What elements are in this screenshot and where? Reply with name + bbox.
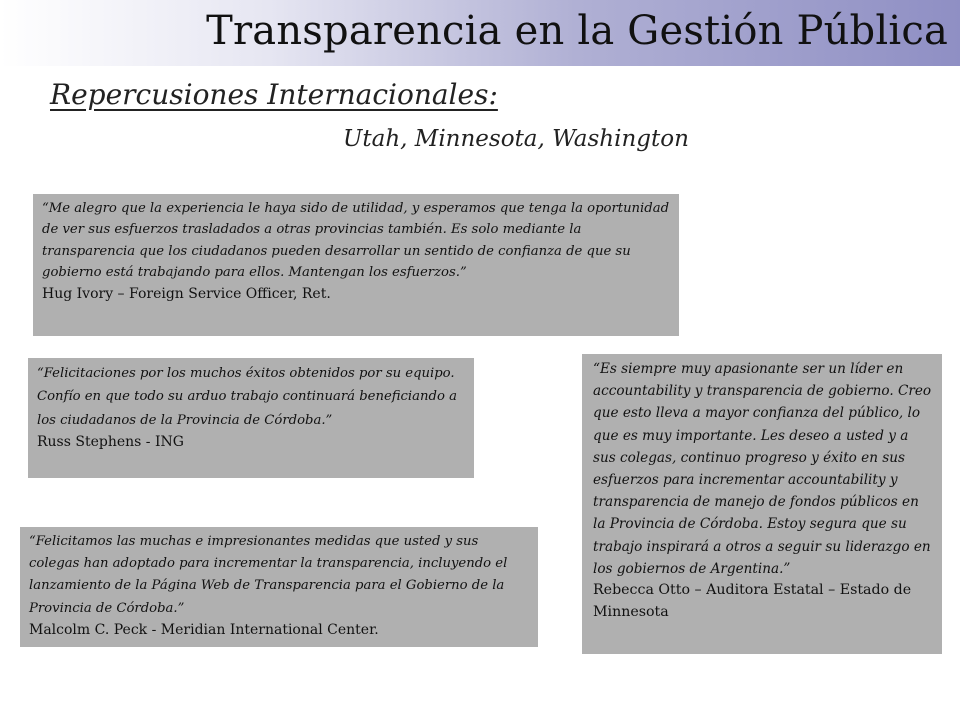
quote-author: Rebecca Otto – Auditora Estatal – Estado de Minnesota xyxy=(593,582,912,620)
quote-text: “Felicitaciones por los muchos éxitos obtenidos por su equipo. Confío en que todo su arduo trabajo continuará beneficiando a los ciudadanos de la Provincia de Córdoba.” xyxy=(37,366,457,428)
quote-author: Malcolm C. Peck - Meridian International Center. xyxy=(29,621,379,638)
quote-text: “Felicitamos las muchas e impresionantes medidas que usted y sus colegas han adoptado para incrementar la transparencia, incluyendo el lanzamiento de la Página Web de Transparencia para el Gobierno de la Provincia de Córdoba.” xyxy=(29,534,508,616)
page-title: Transparencia en la Gestión Pública xyxy=(206,8,948,54)
quote-text: “Es siempre muy apasionante ser un líder en accountability y transparencia de gobierno. Creo que esto lleva a mayor confianza del público, lo que es muy importante. Les deseo a usted y a sus colegas, continuo progreso y éxito en sus esfuerzos para incrementar accountability y transparencia de manejo de fondos públicos en la Provincia de Córdoba. Estoy segura que su trabajo inspirará a otros a seguir su liderazgo en los gobiernos de Argentina.” xyxy=(593,361,932,577)
quote-box-ivory xyxy=(33,194,679,336)
quote-author: Hug Ivory – Foreign Service Officer, Ret. xyxy=(42,285,331,302)
states-heading: Utah, Minnesota, Washington xyxy=(343,126,689,152)
section-subtitle: Repercusiones Internacionales: xyxy=(50,78,498,111)
quote-box-stephens xyxy=(28,358,474,478)
quote-author: Russ Stephens - ING xyxy=(37,434,184,451)
quote-box-peck xyxy=(20,527,538,647)
quote-text: “Me alegro que la experiencia le haya sido de utilidad, y esperamos que tenga la oportunidad de ver sus esfuerzos trasladados a otras provincias también. Es solo mediante la transparencia que los ciudadanos pueden desarrollar un sentido de confianza de que su gobierno está trabajando para ellos. Mantengan los esfuerzos.” xyxy=(42,201,670,281)
quote-box-otto xyxy=(582,354,942,654)
